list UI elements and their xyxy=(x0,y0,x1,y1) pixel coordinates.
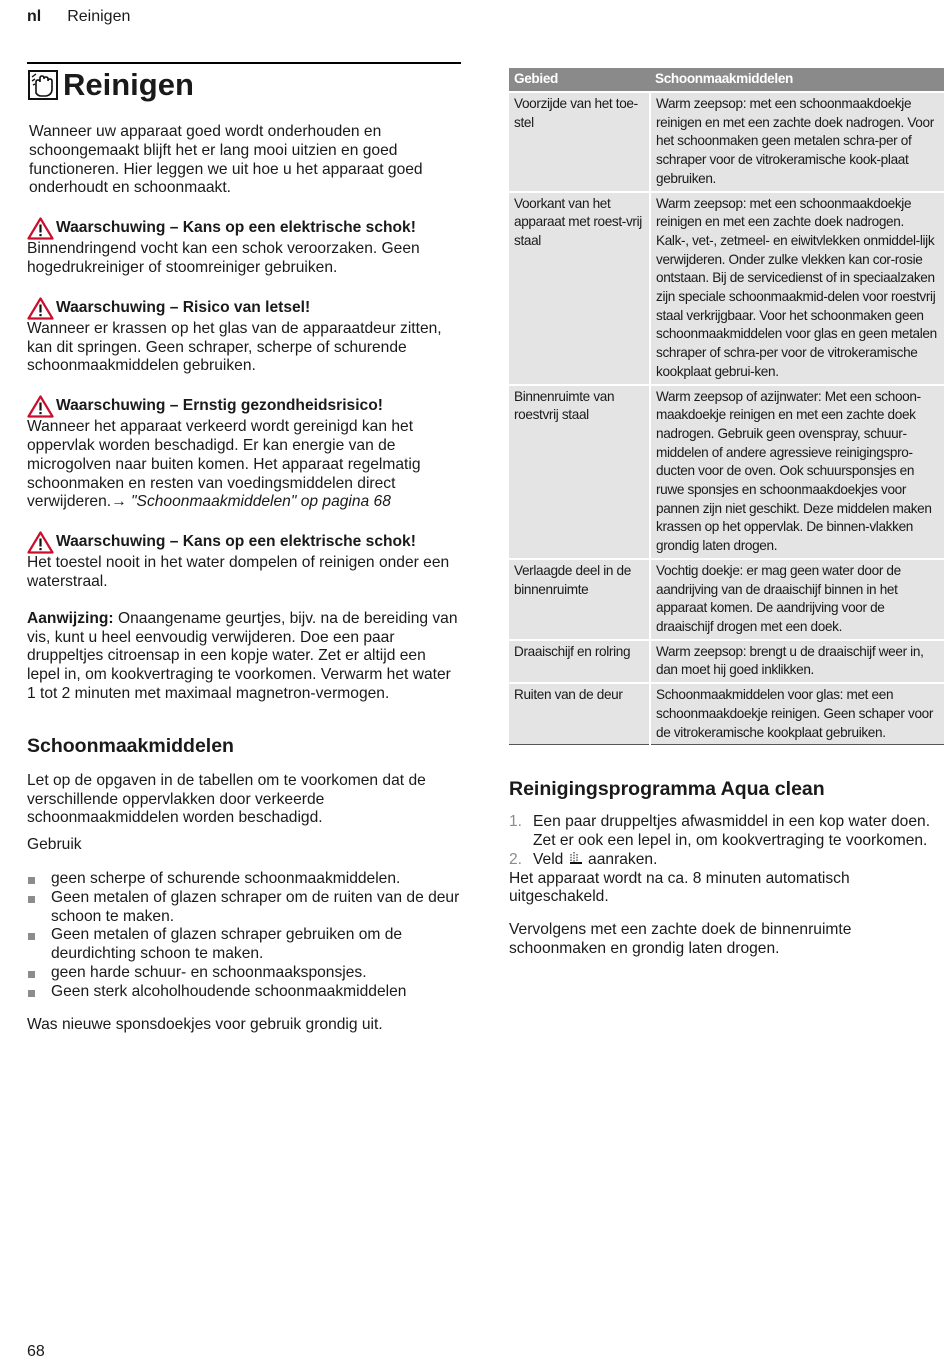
table-cell-area: Binnenruimte van roestvrij staal xyxy=(509,385,650,559)
table-cell-agent: Warm zeepsop: met een schoonmaakdoekje reinigen en met een zachte doek nadrogen. Kalk-, vet-, zetmeel- en eiwitvlekken onmiddel-lijk verwijderen. Onder zulke vlekken kan cor-rosie ontstaan. Bij de servicedienst of in speciaalzaken zijn speciale schoonmaakmid-delen voor roestvrij staal verkrijgbaar. Voor het schoonmaken geen schoonmaakmiddelen voor glas en geen metalen schraper of schra-per voor de vitrokeramische kookplaat gebrui-ken. xyxy=(650,192,944,385)
note-label: Aanwijzing: xyxy=(27,609,114,627)
step-number: 2. xyxy=(509,850,523,868)
note-block xyxy=(27,610,461,704)
cleaning-hand-icon xyxy=(27,69,59,101)
aqua-clean-body xyxy=(509,813,944,959)
step-item: 1. Een paar druppeltjes afwasmiddel in een kop water doen. Zet er ook een lepel in, om kookvertraging te voorkomen. xyxy=(509,813,931,849)
page-number: 68 xyxy=(27,1343,45,1360)
warning-title: Waarschuwing – Kans op een elektrische schok! xyxy=(27,531,461,554)
note-text: Onaangename geurtjes, bijv. na de bereiding van vis, kunt u heel eenvoudig verwijderen. Doe een paar druppeltjes citroensap in een kopje water. Zet er altijd een lepel in, om kookvertraging te voorkomen. Verwarm het water 1 tot 2 minuten met maximaal magnetron-vermogen. xyxy=(27,609,458,702)
table-cell-agent: Warm zeepsop: met een schoonmaakdoekje reinigen en met een zachte doek nadrogen. Voor het schoonmaken geen metalen schra-per of schraper voor de vitrokeramische kook-plaat gebruiken. xyxy=(650,92,944,192)
list-item: geen scherpe of schurende schoonmaakmiddelen. xyxy=(27,870,461,889)
cleaning-table xyxy=(509,68,944,745)
cross-reference-arrow: → xyxy=(111,493,127,511)
table-row xyxy=(509,683,944,745)
warning-block xyxy=(27,395,461,512)
aqua-clean-steps xyxy=(509,813,944,869)
title-rule xyxy=(27,62,461,64)
warning-text: Wanneer het apparaat verkeerd wordt gereinigd kan het oppervlak worden beschadigd. Er kan energie van de microgolven naar buiten komen. Het apparaat regelmatig schoonmaken en resten van voedingsmiddelen direct verwijderen.→ "Schoonmaakmiddelen" op pagina 68 xyxy=(27,418,421,511)
warning-triangle-icon xyxy=(27,217,54,240)
table-row xyxy=(509,640,944,683)
title-row xyxy=(27,67,461,103)
table-row xyxy=(509,385,944,559)
table-row xyxy=(509,192,944,385)
table-row xyxy=(509,92,944,192)
language-code: nl xyxy=(27,8,42,25)
step-number: 1. xyxy=(509,813,523,831)
list-item: Geen sterk alcoholhoudende schoonmaakmiddelen xyxy=(27,983,461,1002)
cleaning-list xyxy=(27,870,461,1002)
page-title: Reinigen xyxy=(63,67,194,102)
right-column xyxy=(509,68,944,959)
list-item: geen harde schuur- en schoonmaaksponsjes. xyxy=(27,964,461,983)
warning-text: Het toestel nooit in het water dompelen of reinigen onder een waterstraal. xyxy=(27,554,450,590)
column-header-agents: Schoonmaakmiddelen xyxy=(650,68,944,92)
intro-text: Wanneer uw apparaat goed wordt onderhouden en schoongemaakt blijft het er lang mooi uitzien en goed functioneren. Hier leggen we uit hoe u het apparaat goed onderhoudt en schoonmaakt. xyxy=(29,123,423,197)
aqua-clean-heading: Reinigingsprogramma Aqua clean xyxy=(509,778,825,801)
warning-triangle-icon xyxy=(27,531,54,554)
warning-title: Waarschuwing – Risico van letsel! xyxy=(27,297,461,320)
warning-title: Waarschuwing – Kans op een elektrische schok! xyxy=(27,217,461,240)
list-item: Geen metalen of glazen schraper gebruiken om de deurdichting schoon te maken. xyxy=(27,926,461,964)
aqua-clean-after-text: Het apparaat wordt na ca. 8 minuten automatisch uitgeschakeld. xyxy=(509,869,850,906)
table-cell-area: Ruiten van de deur xyxy=(509,683,650,745)
table-header-row xyxy=(509,68,944,92)
table-cell-area: Draaischijf en rolring xyxy=(509,640,650,683)
cleaning-intro: Let op de opgaven in de tabellen om te voorkomen dat de verschillende oppervlakken door verkeerde schoonmaakmiddelen worden beschadigd. xyxy=(27,771,426,827)
warning-block xyxy=(27,531,461,592)
table-row xyxy=(509,559,944,640)
warning-text: Wanneer er krassen op het glas van de apparaatdeur zitten, kan dit springen. Geen schraper, scherpe of schurende schoonmaakmiddelen gebruiken. xyxy=(27,319,442,375)
table-cell-area: Verlaagde deel in de binnenruimte xyxy=(509,559,650,640)
header-section: Reinigen xyxy=(67,8,131,25)
page-header xyxy=(27,8,130,26)
table-cell-area: Voorkant van het apparaat met roest-vrij staal xyxy=(509,192,650,385)
wash-text: Was nieuwe sponsdoekjes voor gebruik grondig uit. xyxy=(27,1015,383,1033)
warning-triangle-icon xyxy=(27,395,54,418)
step-item: 2. Veld aanraken. xyxy=(509,850,658,868)
warning-block xyxy=(27,217,461,278)
warning-block xyxy=(27,297,461,376)
table-cell-area: Voorzijde van het toe-stel xyxy=(509,92,650,192)
warning-triangle-icon xyxy=(27,297,54,320)
warning-text: Binnendringend vocht kan een schok veroorzaken. Geen hogedrukreiniger of stoomreiniger gebruiken. xyxy=(27,240,420,276)
list-item: Geen metalen of glazen schraper om de ruiten van de deur schoon te maken. xyxy=(27,889,461,927)
left-column xyxy=(27,62,461,1034)
cross-reference-link[interactable]: "Schoonmaakmiddelen" op pagina 68 xyxy=(131,493,391,511)
table-cell-agent: Warm zeepsop: brengt u de draaischijf weer in, dan moet hij goed inklikken. xyxy=(650,640,944,683)
table-cell-agent: Schoonmaakmiddelen voor glas: met een schoonmaakdoekje reinigen. Geen schaper voor de vitrokeramische kookplaat gebruiken. xyxy=(650,683,944,745)
table-cell-agent: Warm zeepsop of azijnwater: Met een schoon-maakdoekje reinigen en met een zachte doek nadrogen. Gebruik geen ovenspray, schuur-middelen of andere agressieve reinigingspro-ducten voor de oven. Ook schuursponsjes en ruwe sponsjes en schoonmaakdoekjes voor pannen zijn niet geschikt. Deze middelen maken krassen op het oppervlak. De binnen-vlakken grondig laten drogen. xyxy=(650,385,944,559)
aqua-clean-icon xyxy=(568,851,584,865)
use-label: Gebruik xyxy=(27,836,82,854)
cleaning-agents-heading: Schoonmaakmiddelen xyxy=(27,734,234,757)
column-header-area: Gebied xyxy=(509,68,650,92)
table-cell-agent: Vochtig doekje: er mag geen water door de aandrijving van de draaischijf binnen in het apparaat komen. De aandrijving voor de draaischijf drogen met een doek. xyxy=(650,559,944,640)
aqua-clean-final-text: Vervolgens met een zachte doek de binnenruimte schoonmaken en grondig laten drogen. xyxy=(509,921,852,957)
warning-title: Waarschuwing – Ernstig gezondheidsrisico! xyxy=(27,395,461,418)
